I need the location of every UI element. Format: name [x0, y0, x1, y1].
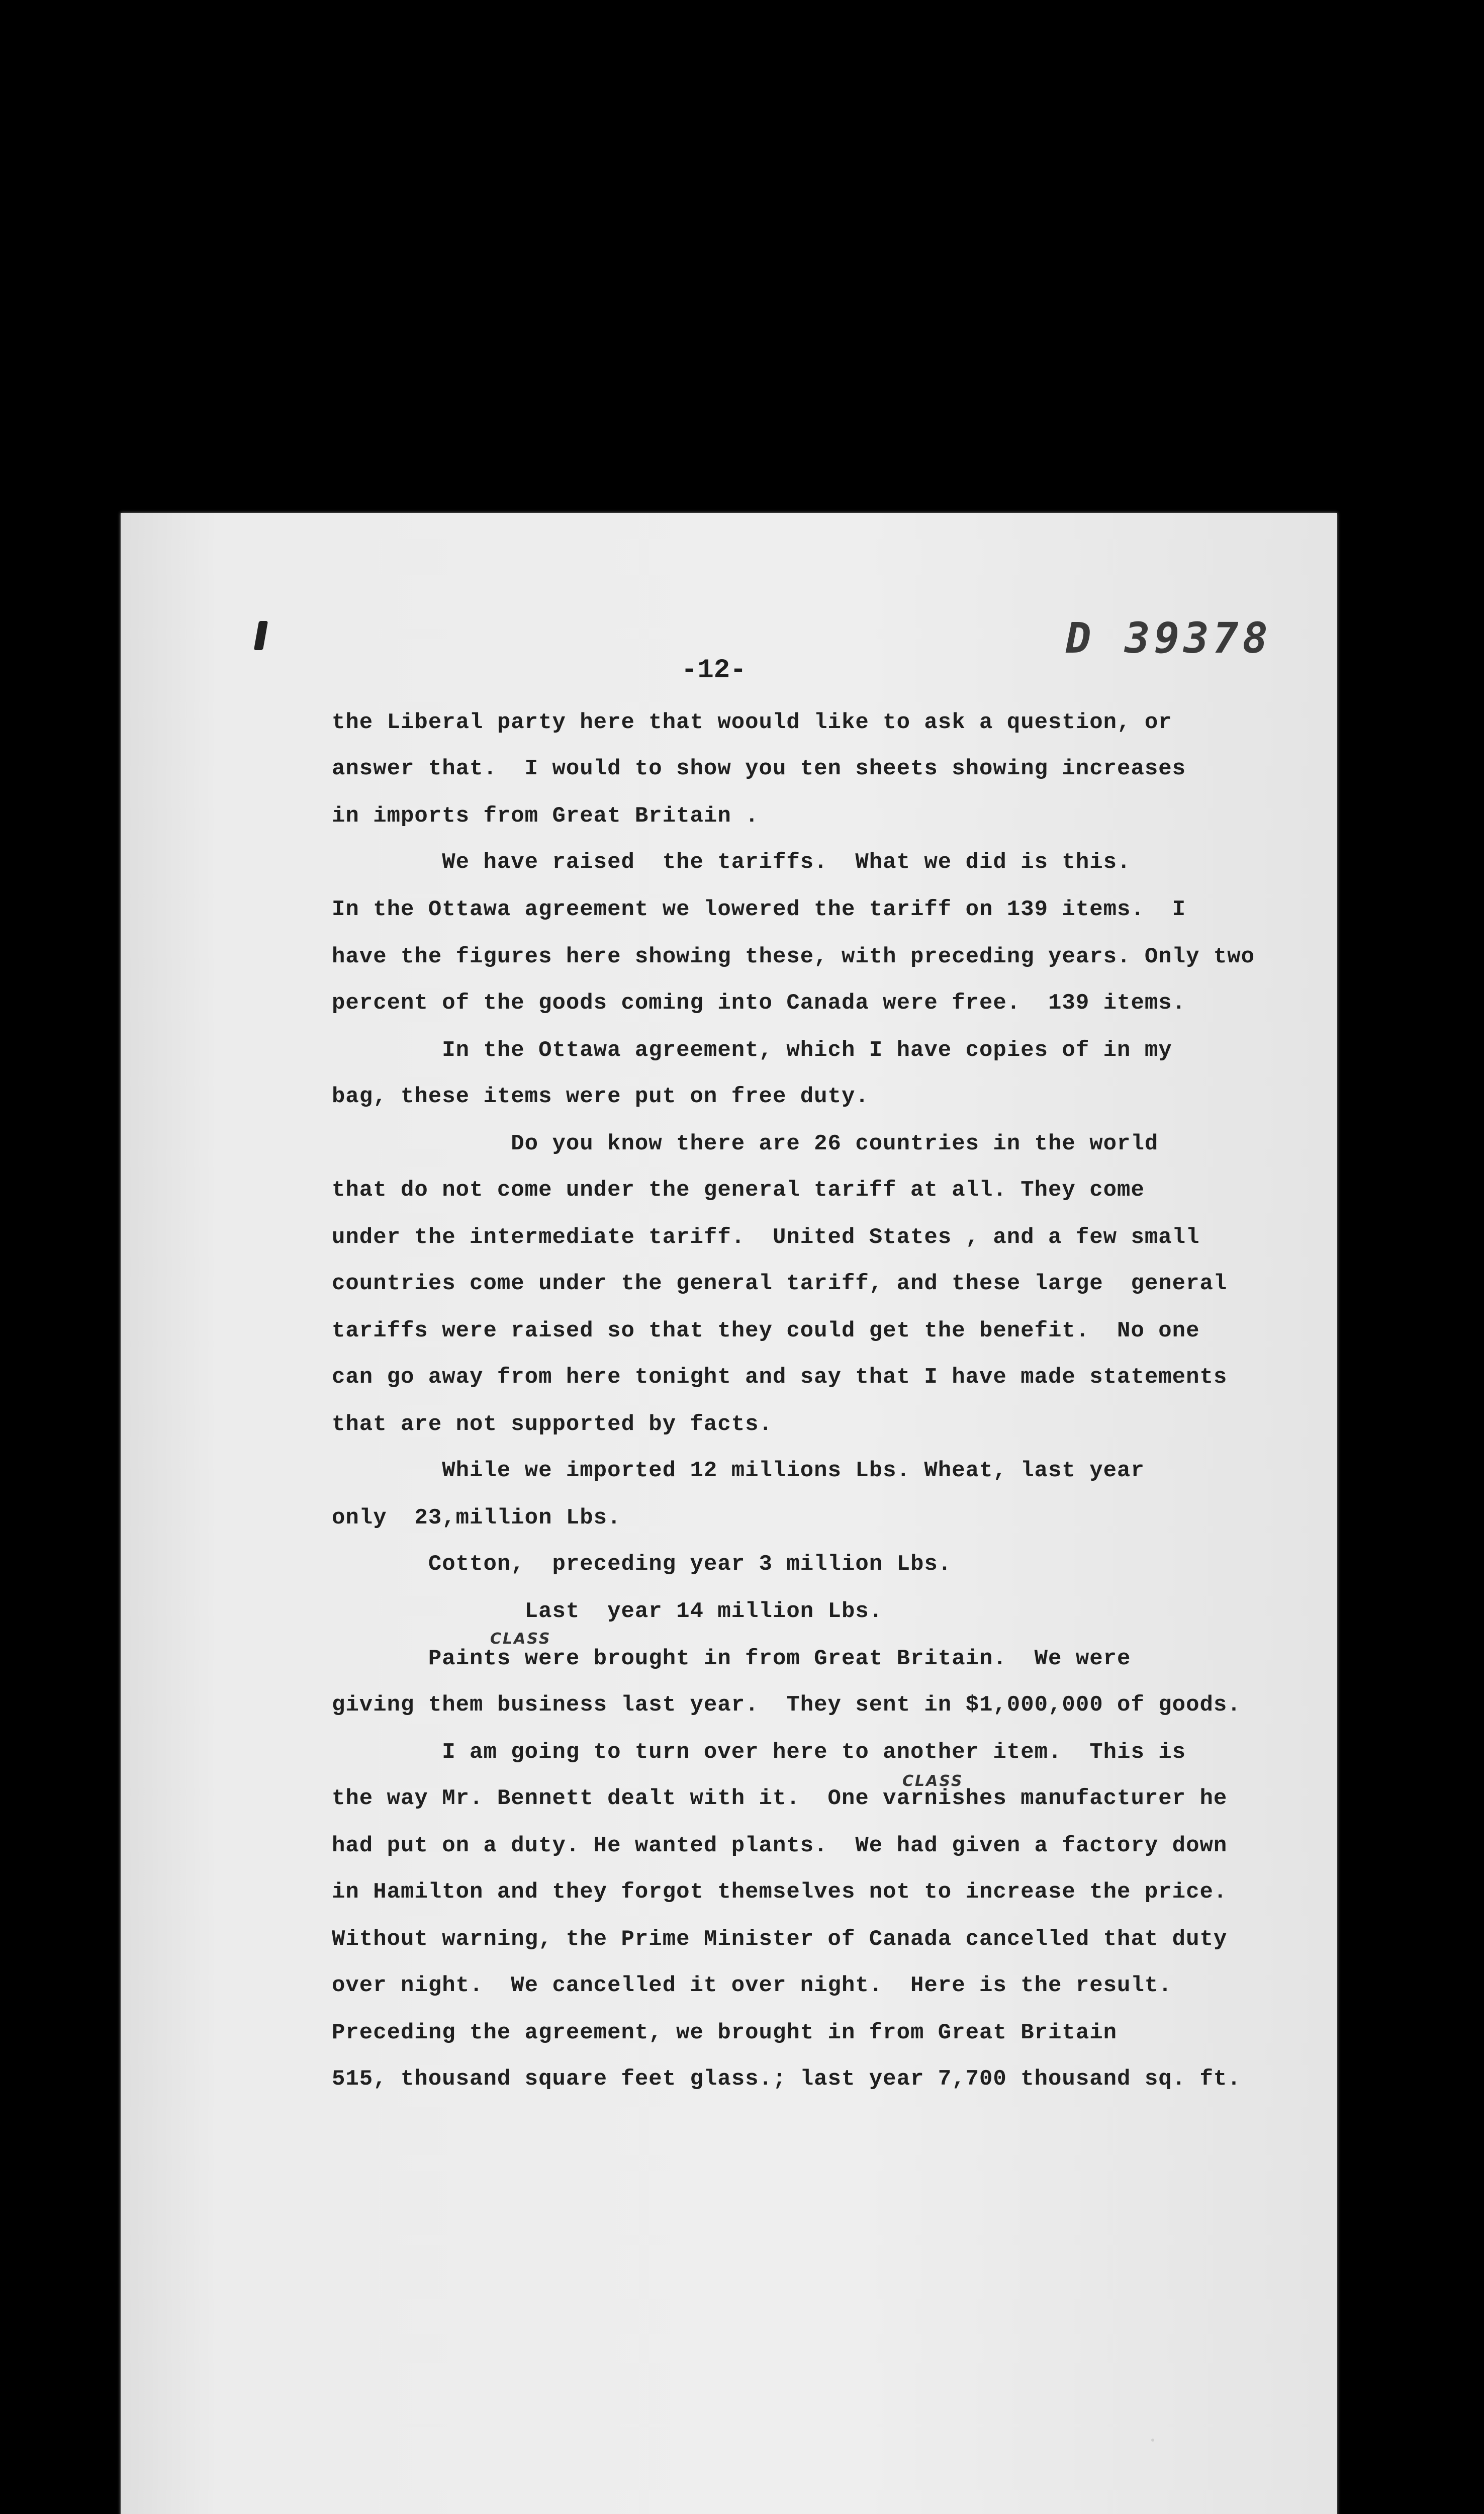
text-line: While we imported 12 millions Lbs. Wheat, last year — [332, 1458, 1145, 1483]
text-line: Last year 14 million Lbs. — [332, 1599, 883, 1624]
handwritten-annotation: CLASS — [902, 1772, 964, 1790]
text-line: the way Mr. Bennett dealt with it. One varnishes manufacturer he — [332, 1786, 1228, 1811]
text-line: that do not come under the general tariff at all. They come — [332, 1178, 1145, 1203]
text-line: 515, thousand square feet glass.; last year 7,700 thousand sq. ft. — [332, 2067, 1241, 2092]
text-line: countries come under the general tariff, and these large general — [332, 1271, 1228, 1296]
text-line: Cotton, preceding year 3 million Lbs. — [332, 1552, 952, 1577]
text-line: In the Ottawa agreement, which I have copies of in my — [332, 1038, 1172, 1063]
margin-mark — [254, 621, 268, 650]
text-line: giving them business last year. They sent in $1,000,000 of goods. — [332, 1692, 1241, 1718]
text-line: In the Ottawa agreement we lowered the tariff on 139 items. I — [332, 897, 1186, 922]
text-line: can go away from here tonight and say that I have made statements — [332, 1365, 1228, 1390]
text-line: in Hamilton and they forgot themselves not to increase the price. — [332, 1879, 1228, 1905]
text-line: Preceding the agreement, we brought in from Great Britain — [332, 2020, 1118, 2045]
page-number: -12- — [681, 655, 747, 686]
reference-number: D 39378 — [1066, 613, 1272, 663]
text-line: percent of the goods coming into Canada were free. 139 items. — [332, 991, 1186, 1016]
scan-speck — [1151, 2439, 1154, 2442]
text-line: under the intermediate tariff. United States , and a few small — [332, 1225, 1200, 1250]
text-line: only 23,million Lbs. — [332, 1505, 621, 1531]
text-line: bag, these items were put on free duty. — [332, 1084, 869, 1109]
text-line: the Liberal party here that woould like to ask a question, or — [332, 710, 1172, 735]
text-line: in imports from Great Britain . — [332, 803, 759, 829]
text-line: that are not supported by facts. — [332, 1412, 773, 1437]
text-line: had put on a duty. He wanted plants. We had given a factory down — [332, 1833, 1228, 1858]
text-line: Paints were brought in from Great Britain. We were — [332, 1646, 1131, 1671]
text-line: answer that. I would to show you ten sheets showing increases — [332, 756, 1186, 781]
document-page — [121, 513, 1337, 2514]
text-line: We have raised the tariffs. What we did is this. — [332, 850, 1131, 875]
text-line: Without warning, the Prime Minister of Canada cancelled that duty — [332, 1927, 1228, 1952]
handwritten-annotation: CLASS — [490, 1630, 551, 1648]
text-line: have the figures here showing these, with preceding years. Only two — [332, 944, 1255, 969]
text-line: over night. We cancelled it over night. Here is the result. — [332, 1973, 1172, 1998]
text-line: I am going to turn over here to another item. This is — [332, 1740, 1186, 1765]
text-line: tariffs were raised so that they could get the benefit. No one — [332, 1318, 1200, 1343]
text-line: Do you know there are 26 countries in the world — [332, 1131, 1159, 1156]
